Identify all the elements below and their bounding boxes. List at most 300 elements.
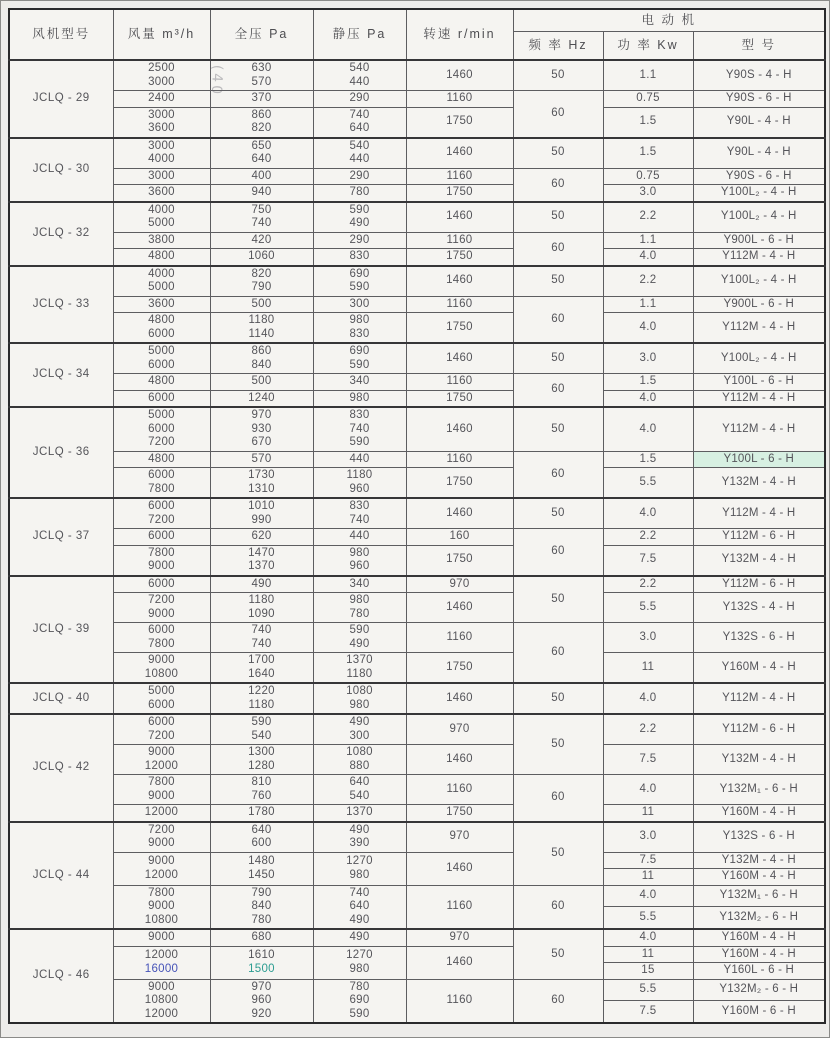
cell-motor-model-line: Y132S - 6 - H <box>722 630 795 643</box>
cell-airflow-line: 9000 <box>148 560 175 572</box>
table-row <box>9 805 825 822</box>
cell-static-pressure <box>313 822 406 853</box>
cell-static-pressure <box>313 805 406 822</box>
cell-total-pressure <box>210 249 313 266</box>
cell-speed-line: 1460 <box>446 351 473 364</box>
cell-total-pressure-line: 680 <box>251 931 272 943</box>
cell-fan-model <box>9 576 113 684</box>
cell-power-line: 11 <box>641 870 655 882</box>
cell-speed <box>406 168 513 185</box>
cell-total-pressure-line: 620 <box>251 530 272 542</box>
cell-motor-model <box>693 266 825 297</box>
table-row <box>9 313 825 344</box>
cell-power-line: 3.0 <box>639 351 657 364</box>
cell-motor-model-line: Y112M - 4 - H <box>722 506 796 519</box>
cell-speed-line: 1460 <box>446 955 473 968</box>
cell-power-line: 4.0 <box>639 250 657 262</box>
cell-static-pressure-line: 1080 <box>346 746 373 758</box>
cell-fan-model-line: JCLQ - 39 <box>32 622 90 635</box>
table-row <box>9 168 825 185</box>
cell-frequency-line: 60 <box>551 545 565 557</box>
cell-static-pressure-line: 830 <box>349 327 370 340</box>
cell-static-pressure-line: 290 <box>349 233 370 246</box>
table-row <box>9 775 825 805</box>
cell-total-pressure-line: 790 <box>251 886 272 899</box>
cell-frequency-line: 50 <box>551 737 565 750</box>
cell-speed-line: 1750 <box>446 475 473 488</box>
cell-static-pressure <box>313 390 406 407</box>
cell-static-pressure <box>313 623 406 653</box>
cell-total-pressure <box>210 451 313 468</box>
cell-speed <box>406 91 513 108</box>
cell-total-pressure-line: 820 <box>251 267 272 280</box>
cell-motor-model-line: Y132S - 4 - H <box>722 600 795 613</box>
cell-fan-model <box>9 714 113 822</box>
cell-total-pressure-line: 1700 <box>248 654 275 666</box>
cell-frequency-line: 50 <box>551 422 565 435</box>
cell-frequency-line: 60 <box>551 177 565 190</box>
cell-static-pressure <box>313 545 406 576</box>
table-row <box>9 529 825 546</box>
cell-airflow <box>113 775 210 805</box>
cell-airflow-line: 7800 <box>148 776 175 788</box>
cell-motor-model <box>693 683 825 714</box>
cell-motor-model-line: Y160L - 6 - H <box>723 964 795 976</box>
cell-frequency <box>513 138 603 169</box>
cell-total-pressure <box>210 593 313 623</box>
cell-airflow <box>113 929 210 946</box>
table-row <box>9 296 825 313</box>
cell-motor-model-line: Y132M - 4 - H <box>721 853 796 866</box>
cell-motor-model-line: Y160M - 4 - H <box>721 660 796 673</box>
cell-fan-model-line: JCLQ - 32 <box>32 226 90 239</box>
cell-airflow-line: 10800 <box>144 913 179 926</box>
cell-airflow-line: 9000 <box>148 900 175 912</box>
cell-airflow <box>113 407 210 451</box>
cell-total-pressure <box>210 407 313 451</box>
cell-frequency <box>513 714 603 775</box>
cell-airflow-line: 10800 <box>144 994 179 1006</box>
cell-airflow-line: 6000 <box>148 698 175 711</box>
cell-speed <box>406 946 513 979</box>
cell-fan-model <box>9 138 113 202</box>
cell-frequency-line: 60 <box>551 383 565 396</box>
cell-frequency <box>513 374 603 408</box>
cell-speed-line: 1160 <box>446 92 473 104</box>
cell-motor-model-line: Y112M - 6 - H <box>722 722 796 735</box>
cell-airflow-line: 12000 <box>144 806 179 818</box>
cell-static-pressure <box>313 653 406 684</box>
cell-fan-model <box>9 407 113 498</box>
cell-power <box>603 653 693 684</box>
cell-speed-line: 970 <box>449 931 470 943</box>
table-row <box>9 745 825 775</box>
cell-frequency <box>513 822 603 886</box>
table-row <box>9 885 825 907</box>
cell-frequency <box>513 775 603 822</box>
cell-airflow-line: 16000 <box>144 962 179 975</box>
cell-static-pressure-line: 980 <box>349 868 370 881</box>
cell-power <box>603 498 693 529</box>
cell-power-line: 7.5 <box>639 553 657 566</box>
cell-power-line: 4.0 <box>639 422 657 435</box>
cell-power <box>603 979 693 1001</box>
cell-airflow-line: 5000 <box>148 685 175 697</box>
cell-motor-model-line: Y132M - 4 - H <box>721 752 796 765</box>
cell-motor-model <box>693 714 825 745</box>
cell-motor-model <box>693 232 825 249</box>
cell-speed <box>406 714 513 745</box>
cell-airflow <box>113 313 210 344</box>
cell-static-pressure <box>313 91 406 108</box>
table-row <box>9 498 825 529</box>
cell-speed <box>406 885 513 929</box>
cell-total-pressure <box>210 168 313 185</box>
cell-power-line: 1.5 <box>639 146 657 159</box>
cell-airflow <box>113 885 210 929</box>
cell-static-pressure-line: 960 <box>349 482 370 495</box>
cell-airflow-line: 7200 <box>148 513 175 526</box>
cell-motor-model <box>693 979 825 1001</box>
cell-speed <box>406 822 513 853</box>
cell-frequency <box>513 296 603 343</box>
table-row <box>9 60 825 91</box>
cell-frequency <box>513 168 603 202</box>
cell-power <box>603 313 693 344</box>
cell-motor-model <box>693 805 825 822</box>
cell-total-pressure-line: 1500 <box>248 962 275 975</box>
cell-speed-line: 1460 <box>446 422 473 435</box>
cell-airflow <box>113 107 210 138</box>
cell-total-pressure-line: 1480 <box>248 855 275 867</box>
cell-airflow-line: 3000 <box>148 75 175 88</box>
cell-airflow-line: 9000 <box>148 789 175 802</box>
cell-airflow <box>113 979 210 1023</box>
cell-total-pressure-line: 1610 <box>248 949 275 961</box>
cell-motor-model <box>693 451 825 468</box>
cell-motor-model <box>693 1001 825 1023</box>
cell-total-pressure <box>210 805 313 822</box>
cell-airflow-line: 5000 <box>148 345 175 357</box>
cell-static-pressure-line: 340 <box>349 375 370 387</box>
cell-static-pressure <box>313 60 406 91</box>
cell-airflow <box>113 822 210 853</box>
cell-speed-line: 1750 <box>446 250 473 262</box>
header-speed: 转速 r/min <box>406 9 513 60</box>
pencil-scribble-annotation: (40 <box>207 64 225 98</box>
cell-total-pressure <box>210 313 313 344</box>
cell-airflow-line: 5000 <box>148 409 175 421</box>
table-row <box>9 390 825 407</box>
cell-static-pressure-line: 290 <box>349 92 370 104</box>
cell-power <box>603 683 693 714</box>
cell-total-pressure-line: 420 <box>251 233 272 246</box>
cell-motor-model <box>693 775 825 805</box>
cell-static-pressure <box>313 683 406 714</box>
cell-speed <box>406 498 513 529</box>
header-static-pressure: 静压 Pa <box>313 9 406 60</box>
cell-static-pressure-line: 540 <box>349 139 370 152</box>
cell-power <box>603 545 693 576</box>
cell-speed-line: 1160 <box>446 169 473 182</box>
cell-static-pressure-line: 640 <box>349 900 370 912</box>
cell-motor-model-line: Y90S - 4 - H <box>725 68 792 81</box>
cell-airflow <box>113 946 210 979</box>
cell-power-line: 4.0 <box>639 506 657 519</box>
cell-static-pressure <box>313 593 406 623</box>
cell-power-line: 2.2 <box>639 577 657 590</box>
cell-static-pressure <box>313 714 406 745</box>
cell-total-pressure <box>210 885 313 929</box>
cell-total-pressure-line: 570 <box>251 452 272 465</box>
cell-total-pressure <box>210 107 313 138</box>
cell-total-pressure <box>210 138 313 169</box>
cell-fan-model <box>9 929 113 1023</box>
cell-motor-model-line: Y132M - 4 - H <box>721 553 796 566</box>
cell-speed <box>406 683 513 714</box>
cell-static-pressure-line: 590 <box>349 436 370 448</box>
table-row <box>9 593 825 623</box>
cell-airflow-line: 3600 <box>148 297 175 310</box>
cell-power-line: 1.1 <box>639 297 657 310</box>
cell-static-pressure-line: 980 <box>349 546 370 559</box>
cell-motor-model-line: Y112M - 6 - H <box>722 577 796 590</box>
cell-power-line: 7.5 <box>639 853 657 866</box>
cell-power-line: 1.5 <box>639 115 657 128</box>
table-row <box>9 714 825 745</box>
cell-frequency-line: 60 <box>551 312 565 325</box>
cell-motor-model <box>693 407 825 451</box>
cell-static-pressure-line: 1270 <box>346 949 373 961</box>
cell-frequency <box>513 929 603 979</box>
cell-total-pressure-line: 540 <box>251 729 272 742</box>
cell-motor-model-line: Y100L₂ - 4 - H <box>720 351 797 364</box>
cell-airflow-line: 6000 <box>148 358 175 371</box>
cell-static-pressure-line: 490 <box>349 716 370 728</box>
cell-motor-model-line: Y90L - 4 - H <box>726 115 791 128</box>
cell-total-pressure-line: 1280 <box>248 759 275 772</box>
cell-total-pressure-line: 940 <box>251 186 272 198</box>
cell-motor-model-line: Y90L - 4 - H <box>726 146 791 159</box>
cell-total-pressure-line: 990 <box>251 513 272 526</box>
cell-total-pressure <box>210 266 313 297</box>
cell-motor-model <box>693 468 825 499</box>
table-row <box>9 653 825 684</box>
cell-speed-line: 1160 <box>446 297 473 310</box>
spec-table-header <box>9 9 825 60</box>
cell-power-line: 4.0 <box>639 889 657 902</box>
cell-static-pressure-line: 830 <box>349 250 370 262</box>
cell-static-pressure <box>313 885 406 929</box>
cell-airflow-line: 3600 <box>148 122 175 134</box>
cell-airflow-line: 5000 <box>148 281 175 293</box>
cell-static-pressure-line: 960 <box>349 560 370 572</box>
cell-static-pressure-line: 590 <box>349 624 370 636</box>
cell-frequency <box>513 623 603 684</box>
cell-power-line: 2.2 <box>639 722 657 735</box>
cell-static-pressure-line: 740 <box>349 422 370 435</box>
cell-static-pressure-line: 740 <box>349 886 370 899</box>
cell-airflow-line: 7200 <box>148 594 175 606</box>
cell-static-pressure-line: 740 <box>349 513 370 526</box>
cell-power <box>603 202 693 233</box>
cell-total-pressure-line: 640 <box>251 153 272 165</box>
cell-motor-model <box>693 963 825 980</box>
cell-frequency-line: 60 <box>551 645 565 658</box>
cell-airflow-line: 4800 <box>148 452 175 465</box>
cell-static-pressure-line: 490 <box>349 823 370 836</box>
cell-fan-model <box>9 822 113 930</box>
cell-motor-model <box>693 545 825 576</box>
cell-airflow-line: 2500 <box>148 62 175 74</box>
cell-speed <box>406 745 513 775</box>
cell-airflow <box>113 593 210 623</box>
cell-static-pressure-line: 880 <box>349 759 370 772</box>
cell-airflow-line: 6000 <box>148 624 175 636</box>
cell-frequency <box>513 202 603 233</box>
cell-power-line: 7.5 <box>639 1004 657 1017</box>
cell-power-line: 2.2 <box>639 530 657 542</box>
cell-speed <box>406 232 513 249</box>
cell-total-pressure-line: 840 <box>251 358 272 371</box>
header-motor-group: 电 动 机 <box>513 9 825 32</box>
cell-speed <box>406 805 513 822</box>
cell-total-pressure <box>210 545 313 576</box>
cell-frequency <box>513 979 603 1023</box>
cell-airflow <box>113 138 210 169</box>
cell-fan-model-line: JCLQ - 37 <box>32 530 90 542</box>
cell-total-pressure <box>210 623 313 653</box>
cell-total-pressure-line: 500 <box>251 297 272 310</box>
cell-airflow <box>113 249 210 266</box>
cell-power <box>603 138 693 169</box>
cell-total-pressure-line: 630 <box>251 62 272 74</box>
cell-static-pressure <box>313 168 406 185</box>
cell-speed <box>406 343 513 374</box>
cell-motor-model-line: Y100L₂ - 4 - H <box>720 274 797 287</box>
cell-total-pressure-line: 760 <box>251 789 272 802</box>
cell-static-pressure <box>313 468 406 499</box>
cell-motor-model <box>693 745 825 775</box>
cell-speed <box>406 390 513 407</box>
cell-airflow-line: 7200 <box>148 729 175 742</box>
cell-airflow <box>113 91 210 108</box>
cell-power <box>603 232 693 249</box>
cell-static-pressure-line: 440 <box>349 530 370 542</box>
cell-airflow-line: 6000 <box>148 500 175 512</box>
cell-static-pressure-line: 300 <box>349 297 370 310</box>
cell-total-pressure-line: 1240 <box>248 391 275 404</box>
cell-airflow-line: 4000 <box>148 153 175 165</box>
cell-fan-model <box>9 202 113 266</box>
cell-frequency <box>513 529 603 576</box>
cell-frequency-line: 60 <box>551 241 565 254</box>
cell-motor-model <box>693 296 825 313</box>
cell-speed <box>406 529 513 546</box>
cell-speed <box>406 249 513 266</box>
cell-static-pressure-line: 980 <box>349 962 370 975</box>
cell-airflow-line: 6000 <box>148 716 175 728</box>
cell-static-pressure <box>313 313 406 344</box>
cell-airflow-line: 3800 <box>148 233 175 246</box>
cell-speed-line: 1160 <box>446 994 473 1006</box>
cell-static-pressure <box>313 529 406 546</box>
cell-frequency-line: 50 <box>551 351 565 364</box>
cell-speed-line: 1750 <box>446 553 473 566</box>
cell-airflow <box>113 266 210 297</box>
cell-total-pressure-line: 650 <box>251 139 272 152</box>
cell-speed <box>406 468 513 499</box>
cell-motor-model <box>693 946 825 963</box>
cell-motor-model <box>693 885 825 907</box>
cell-speed <box>406 545 513 576</box>
cell-speed <box>406 202 513 233</box>
cell-static-pressure-line: 340 <box>349 577 370 590</box>
cell-power <box>603 1001 693 1023</box>
cell-power <box>603 60 693 91</box>
cell-static-pressure <box>313 343 406 374</box>
cell-static-pressure <box>313 775 406 805</box>
cell-total-pressure <box>210 185 313 202</box>
cell-total-pressure-line: 790 <box>251 281 272 293</box>
cell-static-pressure <box>313 374 406 391</box>
cell-power-line: 1.1 <box>639 233 657 246</box>
cell-power-line: 4.0 <box>639 691 657 704</box>
cell-power-line: 4.0 <box>639 931 657 943</box>
cell-static-pressure-line: 490 <box>349 217 370 229</box>
cell-speed <box>406 60 513 91</box>
cell-total-pressure <box>210 202 313 233</box>
cell-speed <box>406 313 513 344</box>
cell-static-pressure-line: 640 <box>349 122 370 134</box>
cell-total-pressure-line: 740 <box>251 637 272 650</box>
cell-airflow <box>113 714 210 745</box>
cell-airflow-line: 6000 <box>148 469 175 481</box>
cell-static-pressure-line: 830 <box>349 500 370 512</box>
cell-static-pressure <box>313 107 406 138</box>
cell-speed-line: 1460 <box>446 861 473 874</box>
cell-static-pressure-line: 540 <box>349 62 370 74</box>
cell-motor-model <box>693 91 825 108</box>
cell-total-pressure <box>210 343 313 374</box>
cell-power <box>603 805 693 822</box>
cell-motor-model <box>693 374 825 391</box>
cell-static-pressure-line: 440 <box>349 452 370 465</box>
cell-airflow-line: 12000 <box>144 1007 179 1020</box>
cell-static-pressure <box>313 407 406 451</box>
cell-power-line: 5.5 <box>639 983 657 996</box>
cell-total-pressure-line: 970 <box>251 980 272 993</box>
cell-static-pressure-line: 780 <box>349 980 370 993</box>
cell-speed-line: 970 <box>449 830 470 843</box>
cell-power <box>603 343 693 374</box>
cell-static-pressure-line: 590 <box>349 203 370 216</box>
cell-power-line: 4.0 <box>639 320 657 333</box>
cell-power <box>603 963 693 980</box>
cell-static-pressure-line: 540 <box>349 789 370 802</box>
cell-motor-model <box>693 907 825 929</box>
cell-power-line: 5.5 <box>639 600 657 613</box>
cell-airflow-line: 3000 <box>148 169 175 182</box>
cell-static-pressure-line: 980 <box>349 594 370 606</box>
cell-total-pressure-line: 490 <box>251 577 272 590</box>
cell-total-pressure <box>210 745 313 775</box>
table-row <box>9 929 825 946</box>
cell-total-pressure-line: 1220 <box>248 685 275 697</box>
cell-fan-model-line: JCLQ - 42 <box>32 761 90 773</box>
cell-airflow-line: 10800 <box>144 667 179 680</box>
cell-power <box>603 529 693 546</box>
